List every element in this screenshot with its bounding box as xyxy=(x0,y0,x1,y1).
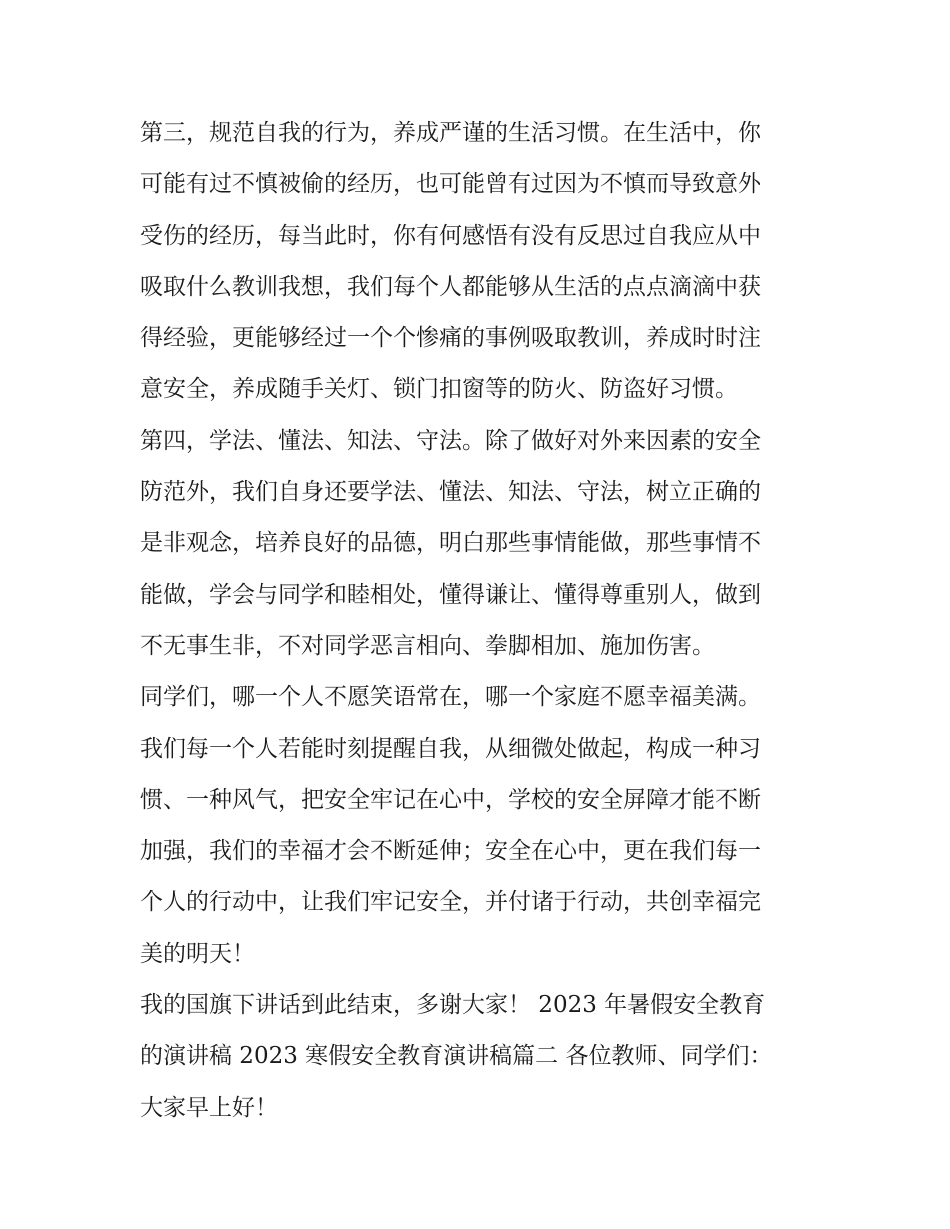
text-line: 加强，我们的幸福才会不断延伸；安全在心中，更在我们每一 xyxy=(140,838,761,865)
text-line: 第四，学法、懂法、知法、守法。除了做好对外来因素的安全 xyxy=(140,427,761,454)
text-line: 防范外，我们自身还要学法、懂法、知法、守法，树立正确的 xyxy=(140,479,761,506)
text-line: 我们每一个人若能时刻提醒自我，从细微处做起，构成一种习 xyxy=(140,735,761,762)
text-line: 受伤的经历，每当此时，你有何感悟有没有反思过自我应从中 xyxy=(140,222,761,249)
text-line: 不无事生非，不对同学恶言相向、拳脚相加、施加伤害。 xyxy=(140,632,715,659)
text-line: 第三，规范自我的行为，养成严谨的生活习惯。在生活中，你 xyxy=(140,120,761,146)
text-line: 大家早上好！ xyxy=(140,1094,278,1121)
text-line: 的演讲稿 2023 寒假安全教育演讲稿篇二 各位教师、同学们： xyxy=(140,1043,773,1070)
text-line: 意安全，养成随手关灯、锁门扣窗等的防火、防盗好习惯。 xyxy=(140,376,738,403)
text-line: 同学们，哪一个人不愿笑语常在，哪一个家庭不愿幸福美满。 xyxy=(140,684,761,711)
text-line: 个人的行动中，让我们牢记安全，并付诸于行动，共创幸福完 xyxy=(140,889,761,916)
text-line: 惯、一种风气，把安全牢记在心中，学校的安全屏障才能不断 xyxy=(140,786,761,813)
text-line: 得经验，更能够经过一个个惨痛的事例吸取教训，养成时时注 xyxy=(140,325,761,352)
document-body xyxy=(140,108,820,1134)
text-line: 美的明天！ xyxy=(140,940,255,967)
text-line: 能做，学会与同学和睦相处，懂得谦让、懂得尊重别人，做到 xyxy=(140,581,761,608)
text-line: 我的国旗下讲话到此结束，多谢大家！ 2023 年暑假安全教育 xyxy=(140,992,766,1019)
text-line: 是非观念，培养良好的品德，明白那些事情能做，那些事情不 xyxy=(140,530,761,557)
text-line: 可能有过不慎被偷的经历，也可能曾有过因为不慎而导致意外 xyxy=(140,171,761,198)
text-line: 吸取什么教训我想，我们每个人都能够从生活的点点滴滴中获 xyxy=(140,273,761,300)
